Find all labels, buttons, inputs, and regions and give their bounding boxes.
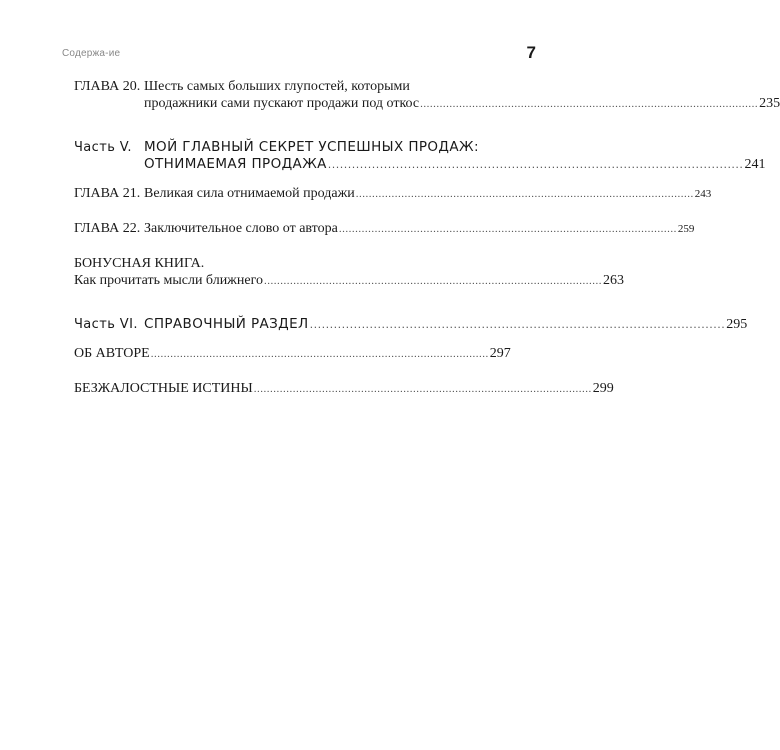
chapter-title: Великая сила отнимаемой продажи	[144, 186, 355, 201]
toc-entry-ruthless-truths[interactable]	[74, 380, 614, 398]
dot-leader: ........................................................................................................	[253, 383, 592, 395]
running-head: Содержа-ие	[62, 48, 121, 59]
page-ref: 263	[602, 273, 624, 288]
table-of-contents	[74, 78, 780, 398]
toc-entry-bonus-book[interactable]	[74, 255, 624, 290]
page-ref: 299	[592, 381, 614, 396]
dot-leader: ........................................................................................................	[420, 98, 759, 110]
page-ref: 259	[677, 223, 695, 235]
dot-leader: ........................................................................................................	[338, 223, 677, 235]
part-label: Часть V.	[74, 140, 132, 155]
chapter-label: ГЛАВА 20.	[74, 79, 141, 94]
page-ref: 297	[489, 346, 511, 361]
page-ref: 241	[744, 157, 766, 172]
dot-leader: ........................................................................................................	[327, 158, 744, 171]
part-title-line-1: МОЙ ГЛАВНЫЙ СЕКРЕТ УСПЕШНЫХ ПРОДАЖ:	[144, 139, 479, 155]
section-title: БЕЗЖАЛОСТНЫЕ ИСТИНЫ	[74, 381, 253, 396]
bonus-title-line-2: Как прочитать мысли ближнего	[74, 273, 263, 288]
part-title: СПРАВОЧНЫЙ РАЗДЕЛ	[144, 316, 309, 332]
chapter-label: ГЛАВА 21.	[74, 186, 141, 201]
toc-entry-part-6[interactable]	[74, 316, 748, 333]
page-ref: 295	[726, 317, 748, 332]
section-title: ОБ АВТОРЕ	[74, 346, 150, 361]
toc-entry-chapter-21[interactable]	[74, 185, 712, 203]
toc-entry-chapter-20[interactable]	[74, 78, 780, 113]
chapter-title-line-2: продажники сами пускают продажи под откос	[144, 96, 420, 111]
page-ref: 235	[759, 96, 780, 111]
page-number: 7	[526, 43, 536, 62]
bonus-title-line-1: БОНУСНАЯ КНИГА.	[74, 256, 205, 271]
toc-entry-part-5[interactable]	[74, 139, 766, 173]
chapter-title-line-1: Шесть самых больших глупостей, которыми	[144, 79, 410, 94]
toc-entry-about-author[interactable]	[74, 345, 511, 363]
page-ref: 243	[694, 188, 712, 200]
chapter-label: ГЛАВА 22.	[74, 221, 141, 236]
dot-leader: ........................................................................................................	[263, 275, 602, 287]
part-label: Часть VI.	[74, 317, 138, 332]
dot-leader: ........................................................................................................	[309, 318, 726, 331]
part-title-line-2: ОТНИМАЕМАЯ ПРОДАЖА	[144, 156, 327, 172]
toc-entry-chapter-22[interactable]	[74, 220, 695, 238]
dot-leader: ........................................................................................................	[355, 188, 694, 200]
chapter-title: Заключительное слово от автора	[144, 221, 338, 236]
dot-leader: ........................................................................................................	[150, 348, 489, 360]
